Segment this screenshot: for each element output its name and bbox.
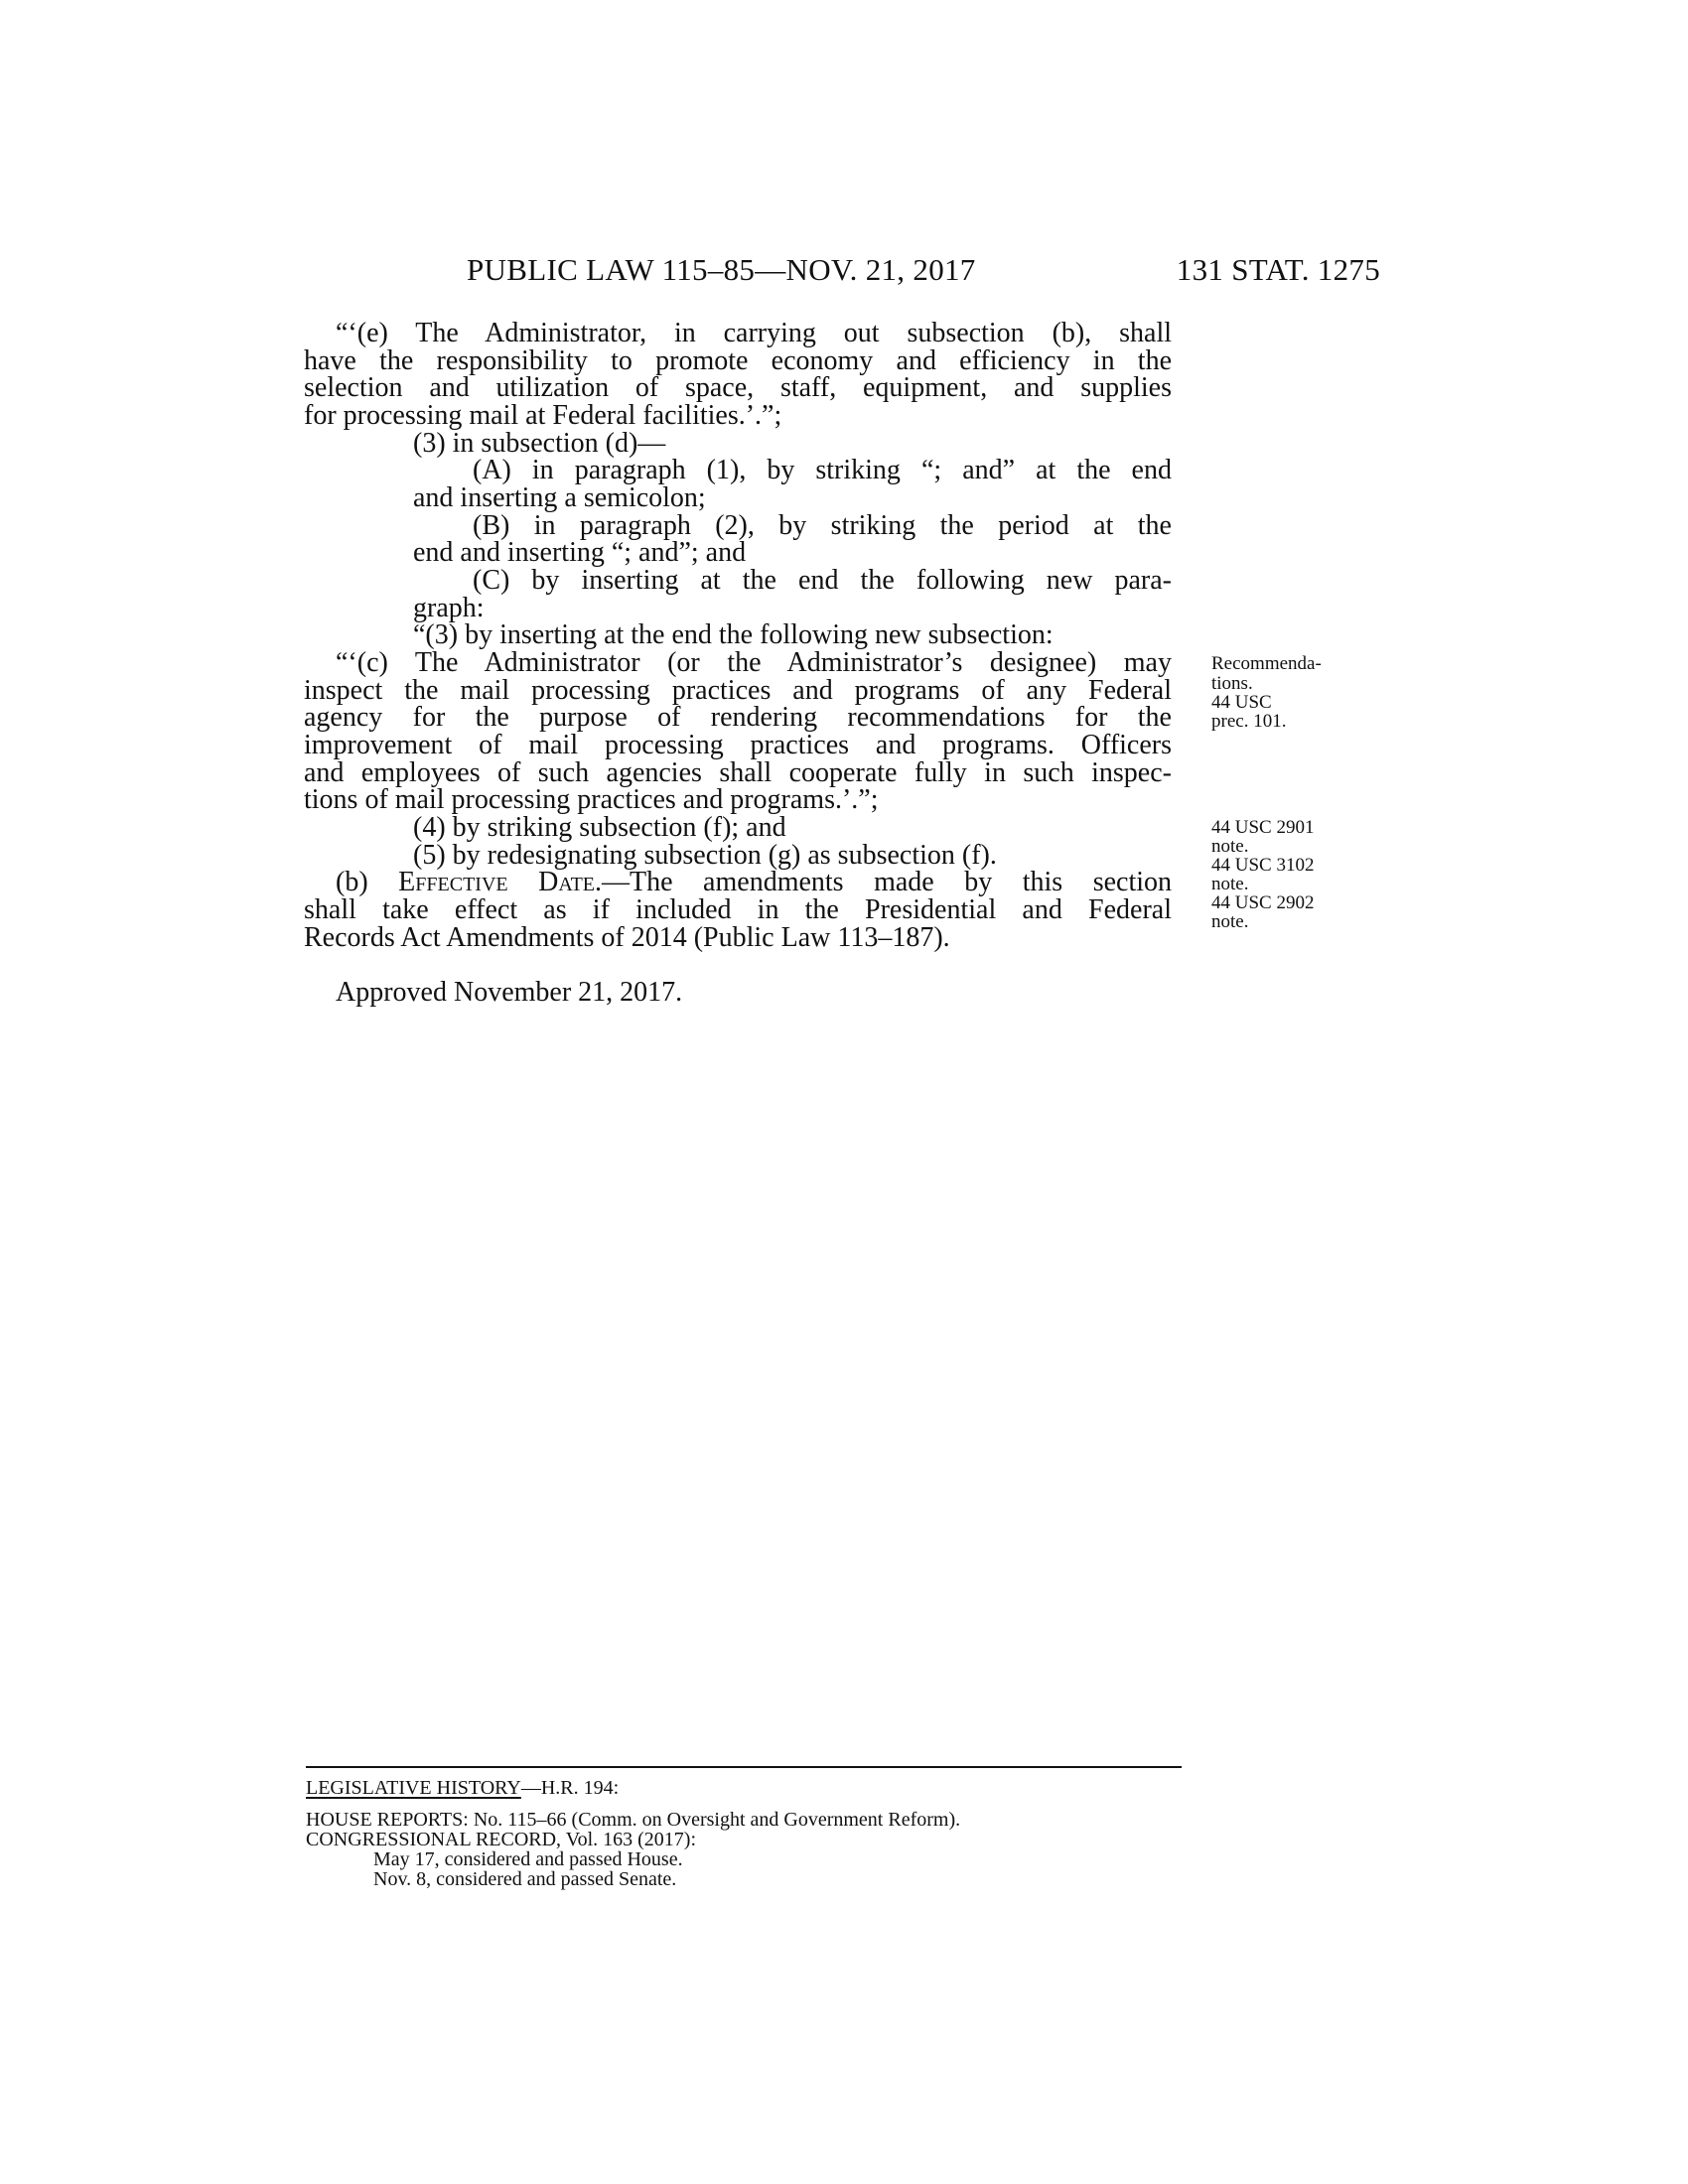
body-line: shall take effect as if included in the Presidential and Federal xyxy=(304,896,1172,924)
margin-note: 44 USC 2901 xyxy=(1211,817,1315,838)
body-line: (B) in paragraph (2), by striking the period at the xyxy=(473,512,1172,540)
body-line: (4) by striking subsection (f); and xyxy=(413,812,786,843)
margin-note: note. xyxy=(1211,836,1249,857)
body-line: tions of mail processing practices and programs.’.”; xyxy=(304,784,879,815)
statute-page-number: 131 STAT. 1275 xyxy=(1176,252,1380,287)
margin-note: 44 USC xyxy=(1211,692,1272,713)
margin-note: 44 USC 3102 xyxy=(1211,855,1315,876)
legislative-history-line: May 17, considered and passed House. xyxy=(373,1848,683,1870)
legislative-history-bill: —H.R. 194: xyxy=(520,1777,620,1799)
effective-date-prefix: (b) xyxy=(336,869,368,896)
legislative-history-title xyxy=(306,1778,619,1798)
body-line: “(3) by inserting at the end the following new subsection: xyxy=(413,619,1054,650)
page-header xyxy=(467,250,1380,290)
margin-note: prec. 101. xyxy=(1211,711,1287,732)
body-line: “‘(e) The Administrator, in carrying out subsection (b), shall xyxy=(336,320,1172,347)
body-line: (3) in subsection (d)— xyxy=(413,428,666,459)
body-line: graph: xyxy=(413,593,485,623)
footnote-rule xyxy=(306,1766,1182,1768)
body-line: improvement of mail processing practices and programs. Officers xyxy=(304,732,1172,759)
body-line: (A) in paragraph (1), by striking “; and” at the end xyxy=(473,457,1172,484)
body-line: Records Act Amendments of 2014 (Public Law 113–187). xyxy=(304,922,950,953)
legislative-history-line: CONGRESSIONAL RECORD, Vol. 163 (2017): xyxy=(306,1829,696,1850)
body-line: end and inserting “; and”; and xyxy=(413,537,747,568)
body-line: inspect the mail processing practices and programs of any Federal xyxy=(304,677,1172,705)
body-line: for processing mail at Federal facilities.’.”; xyxy=(304,400,782,431)
legislative-history-heading: LEGISLATIVE HISTORY xyxy=(306,1777,521,1799)
body-line: selection and utilization of space, staff, equipment, and supplies xyxy=(304,374,1172,402)
margin-note: Recommenda- xyxy=(1211,653,1322,674)
effective-date-heading: Effective Date xyxy=(398,869,596,896)
margin-note: 44 USC 2902 xyxy=(1211,892,1315,913)
legislative-history-line: HOUSE REPORTS: No. 115–66 (Comm. on Oversight and Government Reform). xyxy=(306,1809,961,1831)
running-head-title: PUBLIC LAW 115–85—NOV. 21, 2017 xyxy=(467,252,976,287)
body-line: “‘(c) The Administrator (or the Administrator’s designee) may xyxy=(336,649,1172,677)
margin-note: note. xyxy=(1211,874,1249,894)
margin-note: note. xyxy=(1211,911,1249,932)
effective-date-line xyxy=(336,869,1172,896)
effective-date-text: .—The amendments made by this section xyxy=(595,869,1172,896)
approval-date: Approved November 21, 2017. xyxy=(336,977,683,1008)
body-line: (C) by inserting at the end the following new para- xyxy=(473,567,1172,595)
margin-note: tions. xyxy=(1211,673,1253,694)
legislative-history-line: Nov. 8, considered and passed Senate. xyxy=(373,1868,677,1890)
body-line: agency for the purpose of rendering recommendations for the xyxy=(304,704,1172,732)
body-line: have the responsibility to promote economy and efficiency in the xyxy=(304,347,1172,375)
body-line: and employees of such agencies shall cooperate fully in such inspec- xyxy=(304,759,1172,787)
body-line: (5) by redesignating subsection (g) as subsection (f). xyxy=(413,840,997,871)
body-line: and inserting a semicolon; xyxy=(413,482,706,513)
